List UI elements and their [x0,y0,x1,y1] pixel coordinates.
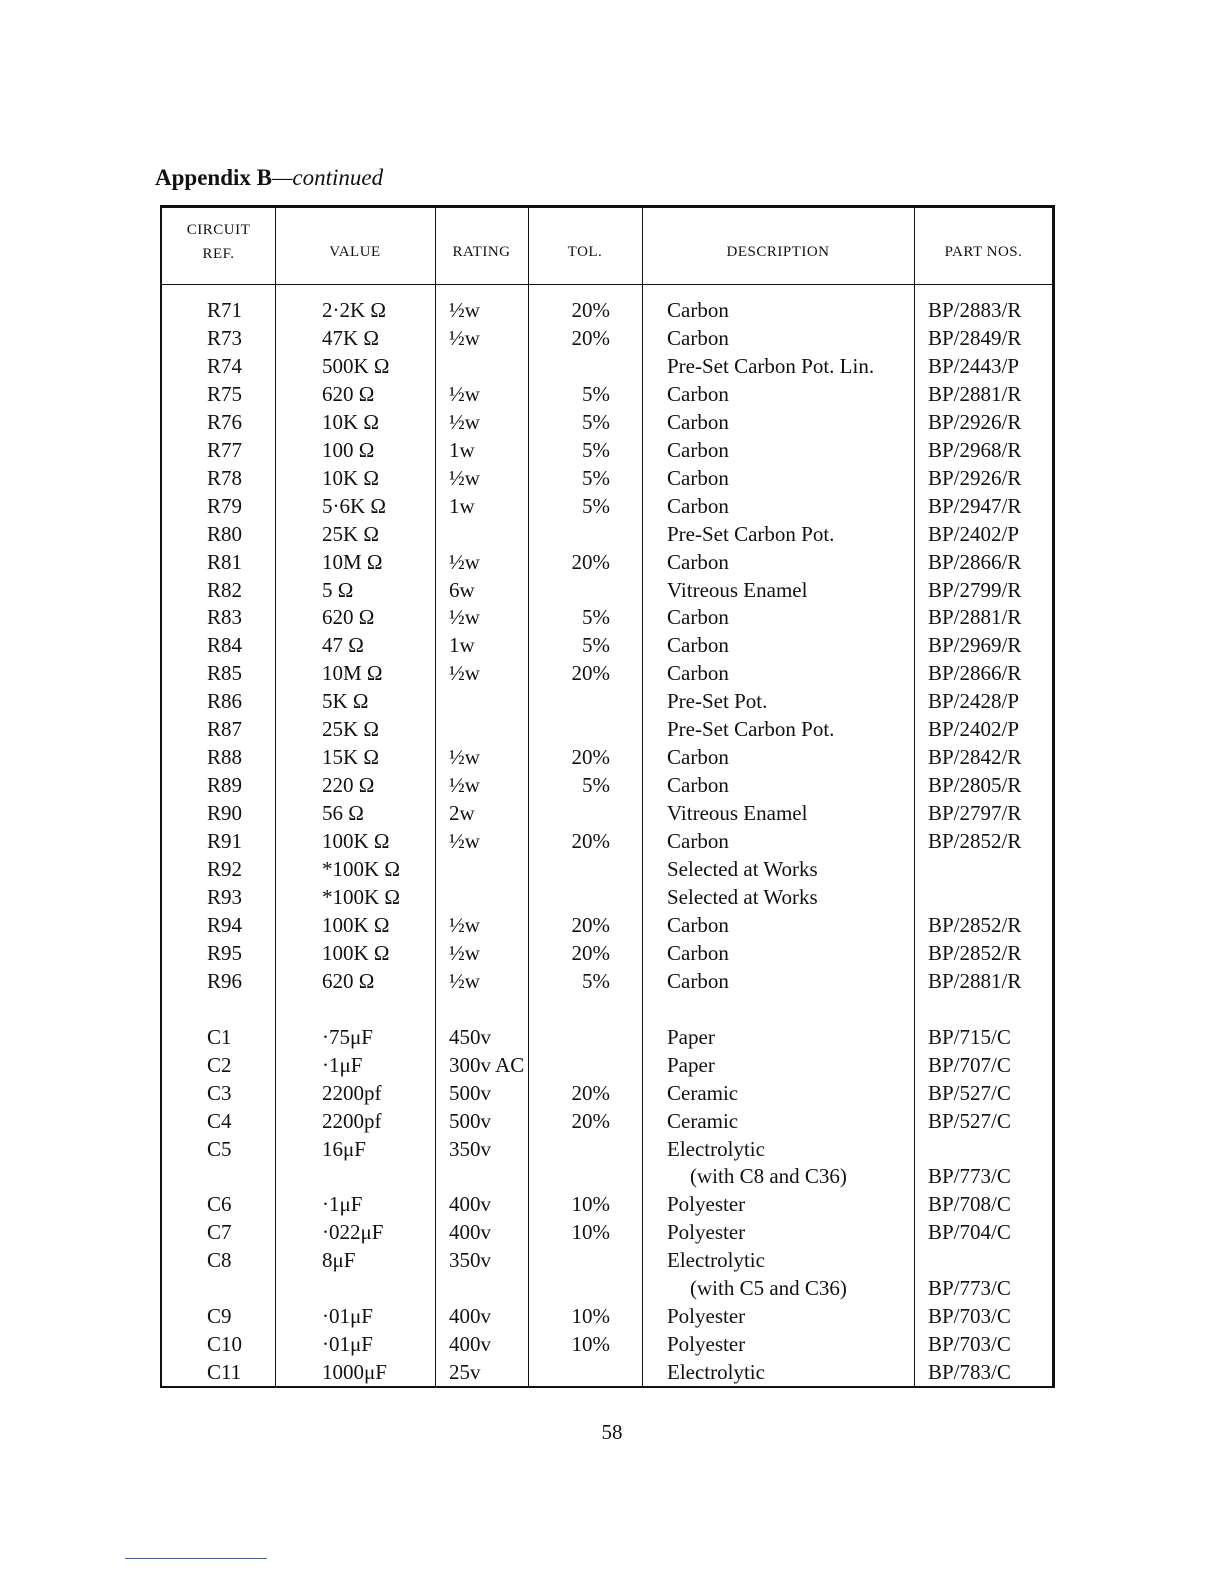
row-rating: ½w [449,940,480,965]
row-ref: C10 [207,1332,243,1357]
table-row [162,1135,1052,1163]
row-description: Pre-Set Carbon Pot. [667,717,835,742]
row-tol: 20% [571,745,610,770]
row-rating: ½w [449,912,480,937]
row-description: Ceramic [667,1108,739,1133]
table-row [162,911,1052,939]
table-row [162,687,1052,715]
row-tol: 20% [571,549,610,574]
row-value: 1000μF [322,1360,387,1385]
row-part: BP/773/C [928,1276,1011,1301]
row-rating: 25v [449,1360,481,1385]
row-ref: R76 [207,409,243,434]
row-ref: R78 [207,465,243,490]
row-rating: ½w [449,829,480,854]
row-part: BP/704/C [928,1220,1011,1245]
row-description: Electrolytic [667,1136,765,1161]
row-part: BP/2881/R [928,381,1022,406]
row-description: Selected at Works [667,857,818,881]
row-tol: 20% [571,661,610,686]
row-ref: C2 [207,1052,232,1077]
row-description: (with C8 and C36) [690,1164,847,1189]
row-description: Pre-Set Carbon Pot. Lin. [667,353,875,378]
row-description: Carbon [667,661,729,686]
row-description: Carbon [667,381,729,406]
row-ref: R83 [207,605,243,630]
row-part: BP/527/C [928,1108,1011,1133]
row-part: BP/2852/R [928,829,1022,854]
row-part: BP/2842/R [928,745,1022,770]
row-value: 15K Ω [322,745,380,770]
row-rating: 400v [449,1220,491,1245]
row-description: Carbon [667,968,729,993]
row-value: ·1μF [322,1052,363,1077]
table-row [162,1107,1052,1135]
row-value: 56 Ω [322,801,364,826]
table-row [162,1218,1052,1246]
table-row [162,1079,1052,1107]
table-row [162,408,1052,436]
row-tol: 10% [571,1304,610,1329]
row-value: *100K Ω [322,884,401,909]
row-rating: 2w [449,801,475,826]
header-part-nos: PART NOS. [944,244,1023,260]
row-ref: C7 [207,1220,232,1245]
row-part: BP/2926/R [928,465,1022,490]
row-value: 100K Ω [322,829,390,854]
row-part: BP/707/C [928,1052,1011,1077]
header-ref-line2: REF. [202,246,235,262]
row-ref: C11 [207,1360,242,1385]
row-value: ·75μF [322,1024,373,1049]
table-row [162,296,1052,324]
row-ref: R95 [207,940,243,965]
row-value: 100K Ω [322,940,390,965]
row-description: Carbon [667,325,729,350]
row-ref: R87 [207,717,243,742]
row-tol: 20% [571,325,610,350]
row-description: Polyester [667,1192,746,1217]
row-ref: R75 [207,381,243,406]
row-part: BP/2881/R [928,968,1022,993]
row-ref: R93 [207,884,243,909]
row-description: Electrolytic [667,1248,765,1273]
table-row [162,799,1052,827]
row-value: 500K Ω [322,353,390,378]
row-value: 2·2K Ω [322,298,387,322]
row-description: Carbon [667,298,729,322]
row-description: Polyester [667,1332,746,1357]
row-value: 10M Ω [322,549,383,574]
row-ref: R73 [207,325,243,350]
row-tol: 10% [571,1192,610,1217]
row-tol: 5% [582,381,610,406]
row-tol: 20% [571,912,610,937]
row-ref: R81 [207,549,243,574]
row-rating: 500v [449,1108,491,1133]
row-ref: R82 [207,577,243,602]
table-row [162,520,1052,548]
table-row [162,743,1052,771]
row-description: Carbon [667,549,729,574]
row-ref: R88 [207,745,243,770]
row-ref: R89 [207,773,243,798]
row-part: BP/715/C [928,1024,1011,1049]
row-ref: C4 [207,1108,232,1133]
row-description: Paper [667,1052,715,1077]
row-rating: ½w [449,298,480,322]
row-ref: C1 [207,1024,232,1049]
table-row [162,1190,1052,1218]
row-description: Carbon [667,912,729,937]
row-rating: 500v [449,1080,491,1105]
row-description: Vitreous Enamel [667,577,808,602]
row-value: 10K Ω [322,409,380,434]
row-rating: 400v [449,1192,491,1217]
row-description: Ceramic [667,1080,739,1105]
row-value: 47 Ω [322,633,364,658]
table-row [162,1023,1052,1051]
header-tol: TOL. [567,244,603,260]
table-row [162,576,1052,604]
row-part: BP/2805/R [928,773,1022,798]
row-part: BP/773/C [928,1164,1011,1189]
table-row [162,1330,1052,1358]
row-rating: 350v [449,1248,491,1273]
row-description: Carbon [667,829,729,854]
table-row [162,967,1052,995]
header-rating: RATING [452,244,511,260]
row-part: BP/2443/P [928,353,1020,378]
row-ref: R74 [207,353,243,378]
table-row [162,464,1052,492]
row-tol: 5% [582,605,610,630]
row-value: 2200pf [322,1108,382,1133]
row-ref: C5 [207,1136,232,1161]
row-value: 5 Ω [322,577,354,602]
table-row [162,492,1052,520]
row-rating: ½w [449,409,480,434]
table-row [162,603,1052,631]
table-row [162,380,1052,408]
row-description: (with C5 and C36) [690,1276,847,1301]
row-ref: R84 [207,633,243,658]
row-part: BP/2849/R [928,325,1022,350]
row-tol: 5% [582,465,610,490]
row-description: Selected at Works [667,884,818,909]
table-row [162,939,1052,967]
row-tol: 5% [582,633,610,658]
row-value: 8μF [322,1248,356,1273]
table-row [162,883,1052,911]
row-value: ·022μF [322,1220,384,1245]
table-row [162,436,1052,464]
row-value: 220 Ω [322,773,375,798]
row-rating: 300v AC [449,1052,525,1077]
row-part: BP/2402/P [928,717,1020,742]
row-value: 16μF [322,1136,366,1161]
row-part: BP/2852/R [928,940,1022,965]
row-part: BP/527/C [928,1080,1011,1105]
row-description: Carbon [667,773,729,798]
row-rating: ½w [449,381,480,406]
row-value: 5K Ω [322,689,369,714]
table-row [162,659,1052,687]
row-description: Carbon [667,493,729,518]
row-value: 2200pf [322,1080,382,1105]
footer-rule [125,1558,267,1559]
row-value: 100 Ω [322,437,375,462]
row-part: BP/783/C [928,1360,1011,1385]
row-description: Carbon [667,940,729,965]
row-value: ·01μF [322,1332,373,1357]
table-row [162,995,1052,1023]
header-value: VALUE [329,244,381,260]
row-tol: 10% [571,1332,610,1357]
row-tol: 5% [582,437,610,462]
row-description: Carbon [667,437,729,462]
heading-subtitle: —continued [271,165,384,190]
row-description: Pre-Set Pot. [667,689,768,714]
row-tol: 20% [571,829,610,854]
row-part: BP/703/C [928,1304,1011,1329]
row-description: Paper [667,1024,715,1049]
row-tol: 5% [582,968,610,993]
row-ref: R80 [207,521,243,546]
table-row [162,1274,1052,1302]
row-rating: ½w [449,549,480,574]
row-rating: ½w [449,605,480,630]
table-row [162,855,1052,883]
table-row [162,631,1052,659]
row-description: Carbon [667,745,729,770]
table-row [162,1162,1052,1190]
table-row [162,1358,1052,1386]
row-value: 620 Ω [322,605,375,630]
row-tol: 20% [571,1080,610,1105]
row-ref: R77 [207,437,243,462]
row-part: BP/2866/R [928,661,1022,686]
table-row [162,324,1052,352]
row-part: BP/703/C [928,1332,1011,1357]
row-ref: R96 [207,968,243,993]
row-value: ·01μF [322,1304,373,1329]
row-part: BP/2926/R [928,409,1022,434]
row-value: 25K Ω [322,521,380,546]
row-tol: 5% [582,773,610,798]
row-part: BP/2799/R [928,577,1022,602]
row-ref: C3 [207,1080,232,1105]
row-value: 5·6K Ω [322,493,387,518]
row-ref: R90 [207,801,243,826]
row-value: ·1μF [322,1192,363,1217]
row-ref: R71 [207,298,243,322]
row-part: BP/2428/P [928,689,1020,714]
row-tol: 20% [571,1108,610,1133]
heading-title: Appendix B [155,165,272,190]
table-row [162,352,1052,380]
row-part: BP/2881/R [928,605,1022,630]
row-rating: 1w [449,493,475,518]
row-value: 620 Ω [322,381,375,406]
table-row [162,1302,1052,1330]
table-row [162,771,1052,799]
row-part: BP/2969/R [928,633,1022,658]
row-ref: R91 [207,829,243,854]
row-description: Polyester [667,1304,746,1329]
row-value: 25K Ω [322,717,380,742]
row-rating: ½w [449,968,480,993]
row-ref: R94 [207,912,243,937]
header-circuit-ref [162,218,275,266]
row-ref: R79 [207,493,243,518]
row-ref: C6 [207,1192,232,1217]
row-rating: ½w [449,465,480,490]
row-part: BP/2797/R [928,801,1022,826]
row-description: Pre-Set Carbon Pot. [667,521,835,546]
row-rating: 1w [449,437,475,462]
row-tol: 20% [571,298,610,322]
row-part: BP/2852/R [928,912,1022,937]
row-rating: 450v [449,1024,491,1049]
row-rating: 350v [449,1136,491,1161]
row-ref: C8 [207,1248,232,1273]
page-number: 58 [601,1420,623,1444]
row-rating: ½w [449,773,480,798]
row-tol: 10% [571,1220,610,1245]
row-tol: 5% [582,493,610,518]
row-description: Vitreous Enamel [667,801,808,826]
parts-table [160,205,1055,1388]
page-heading [155,165,383,191]
table-row [162,715,1052,743]
row-ref: R85 [207,661,243,686]
row-value: 620 Ω [322,968,375,993]
row-tol: 5% [582,409,610,434]
row-description: Carbon [667,465,729,490]
row-description: Carbon [667,605,729,630]
row-part: BP/2883/R [928,298,1022,322]
row-description: Polyester [667,1220,746,1245]
row-rating: 400v [449,1332,491,1357]
row-part: BP/2866/R [928,549,1022,574]
row-rating: 400v [449,1304,491,1329]
table-row [162,1051,1052,1079]
row-description: Carbon [667,633,729,658]
row-ref: R86 [207,689,243,714]
row-value: *100K Ω [322,857,401,881]
table-row [162,827,1052,855]
row-description: Carbon [667,409,729,434]
row-part: BP/708/C [928,1192,1011,1217]
row-part: BP/2968/R [928,437,1022,462]
row-rating: ½w [449,745,480,770]
row-rating: 6w [449,577,475,602]
row-tol: 20% [571,940,610,965]
row-ref: C9 [207,1304,232,1329]
row-value: 47K Ω [322,325,380,350]
row-ref: R92 [207,857,243,881]
table-row [162,1246,1052,1274]
table-row [162,548,1052,576]
header-description: DESCRIPTION [726,244,830,260]
row-description: Electrolytic [667,1360,765,1385]
header-rule [162,284,1052,285]
row-rating: 1w [449,633,475,658]
row-part: BP/2947/R [928,493,1022,518]
header-ref-line1: CIRCUIT [186,222,251,238]
row-value: 10M Ω [322,661,383,686]
row-rating: ½w [449,661,480,686]
row-rating: ½w [449,325,480,350]
row-part: BP/2402/P [928,521,1020,546]
row-value: 100K Ω [322,912,390,937]
row-value: 10K Ω [322,465,380,490]
